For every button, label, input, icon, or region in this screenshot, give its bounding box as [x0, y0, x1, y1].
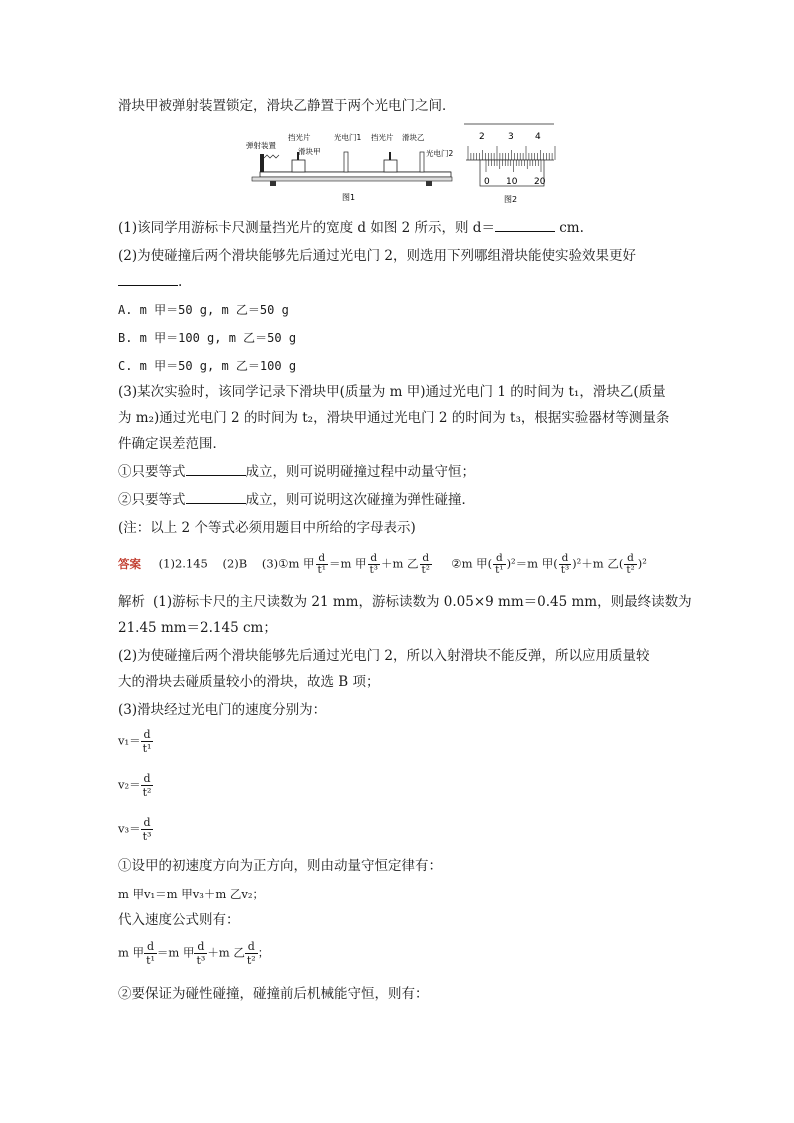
analysis-line-8: 代入速度公式则有：	[118, 912, 240, 928]
label-slider-2: 滑块乙	[402, 133, 425, 142]
main-tick-3: 3	[508, 132, 514, 142]
question-3-line-2: 为 m₂)通过光电门 2 的时间为 t₂，滑块甲通过光电门 2 的时间为 t₃，根据实验器材等测量条	[118, 410, 670, 426]
answer-row: 答案 (1)2.145 (2)B (3)①m 甲 $\frac{d}{\text{t¹}}$ ＝m 甲 $\frac{d}{\text{t³}}$ ＋m 乙 $\frac{d}{\text{t²}}$ ②m 甲( $\frac{d}{\text{t¹}}$ )²＝m 甲( $\frac{d}{\text{t³}}$ )²＋m 乙( $\frac{d}{\text{t²}}$ )²	[118, 552, 647, 576]
main-tick-4: 4	[535, 132, 541, 142]
answer-blank-4	[186, 490, 246, 504]
question-3-line-3: 件确定误差范围．	[118, 436, 226, 452]
analysis-line-5: (3)滑块经过光电门的速度分别为：	[118, 702, 327, 718]
label-shade-2: 挡光片	[371, 133, 394, 142]
label-shade-1: 挡光片	[288, 133, 311, 142]
question-2-line-1: (2)为使碰撞后两个滑块能够先后通过光电门 2，则选用下列哪组滑块能使实验效果更好	[118, 248, 637, 264]
option-a: A. m 甲＝50 g, m 乙＝50 g	[118, 303, 289, 317]
vernier-tick-20: 20	[534, 177, 546, 187]
label-gate-2: 光电门2	[426, 149, 454, 158]
label-spring: 弹射装置	[246, 141, 276, 150]
analysis-line-7: m 甲v₁＝m 甲v₃＋m 乙v₂；	[118, 887, 265, 901]
figure-2-vernier-caliper	[462, 122, 558, 208]
analysis-label: 解析	[118, 594, 145, 610]
analysis-line-9: m 甲 $\frac{d}{\text{t¹}}$ ＝m 甲 $\frac{d}{\text{t³}}$ ＋m 乙 $\frac{d}{\text{t²}}$ ；	[118, 940, 270, 967]
question-3-item-2: ②只要等式 成立，则可说明这次碰撞为弹性碰撞．	[118, 492, 475, 508]
analysis-line-4: 大的滑块去碰质量较小的滑块，故选 B 项；	[118, 674, 380, 690]
velocity-3: v₃＝ $\frac{d}{\text{t³}}$	[118, 816, 152, 843]
vernier-tick-0: 0	[484, 177, 490, 187]
label-slider-1: 滑块甲	[298, 147, 321, 156]
analysis-line-2: 21.45 mm＝2.145 cm；	[118, 620, 277, 636]
note: (注：以上 2 个等式必须用题目中所给的字母表示)	[118, 520, 416, 536]
figure-1-apparatus	[246, 126, 458, 206]
question-3-line-1: (3)某次实验时，该同学记录下滑块甲(质量为 m 甲)通过光电门 1 的时间为 t₁，滑块乙(质量	[118, 384, 666, 400]
figure-1-caption: 图1	[342, 193, 356, 202]
figure-2-caption: 图2	[504, 195, 518, 204]
question-2-line-2: .	[118, 272, 182, 292]
question-1: (1)该同学用游标卡尺测量挡光片的宽度 d 如图 2 所示，则 d＝ cm.	[118, 220, 584, 236]
velocity-2: v₂＝ $\frac{d}{\text{t²}}$	[118, 772, 152, 799]
label-gate-1: 光电门1	[334, 133, 362, 142]
option-b: B. m 甲＝100 g, m 乙＝50 g	[118, 331, 297, 345]
analysis-line-10: ②要保证为碰性碰撞，碰撞前后机械能守恒，则有：	[118, 986, 429, 1002]
analysis-line-6: ①设甲的初速度方向为正方向，则由动量守恒定律有：	[118, 858, 442, 874]
answer-blank-2	[118, 272, 178, 286]
question-3-item-1: ①只要等式 成立，则可说明碰撞过程中动量守恒；	[118, 464, 475, 480]
answer-blank-3	[186, 462, 246, 476]
main-tick-2: 2	[479, 132, 485, 142]
answer-label: 答案	[118, 556, 141, 571]
option-c: C. m 甲＝50 g, m 乙＝100 g	[118, 359, 297, 373]
velocity-1: v₁＝ $\frac{d}{\text{t¹}}$	[118, 728, 152, 755]
main-scale	[468, 146, 555, 160]
intro-text: 滑块甲被弹射装置锁定，滑块乙静置于两个光电门之间．	[118, 98, 456, 114]
vernier-tick-10: 10	[506, 177, 518, 187]
analysis-line-1: 解析 (1)游标卡尺的主尺读数为 21 mm，游标读数为 0.05×9 mm＝0.45 mm，则最终读数为	[118, 594, 692, 610]
answer-blank-1	[495, 218, 555, 232]
analysis-line-3: (2)为使碰撞后两个滑块能够先后通过光电门 2，所以入射滑块不能反弹，所以应用质量较	[118, 648, 650, 664]
